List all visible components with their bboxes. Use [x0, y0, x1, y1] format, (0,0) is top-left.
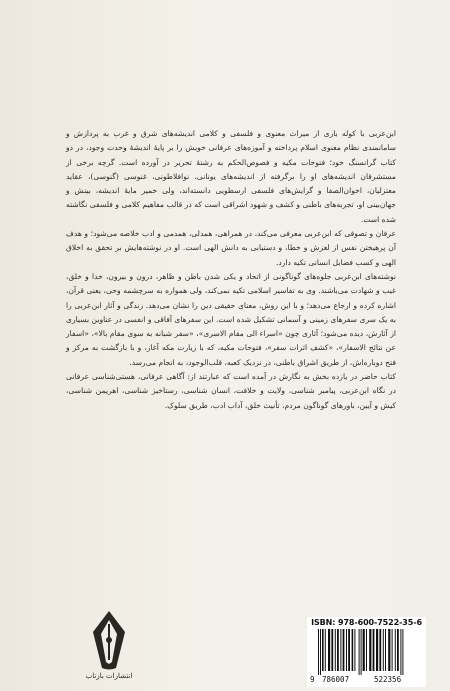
- barcode-bar: [385, 629, 386, 671]
- barcode-bar: [376, 629, 378, 671]
- publisher-name: انتشارات بازتاب: [85, 672, 133, 680]
- blurb-paragraph-1: ابن‌عربی با کوله باری از میراث معنوی و فلسفی و کلامی اندیشه‌های شرق و غرب به پردازش و سامانمندی نظام معنوی اسلام پرداخته و آموزه‌های عرفانی خویش را بر پایهٔ اندیشهٔ وحدت وجود، در دو کتاب گرانسنگ خود؛ فتوحات مکیه و فصوص‌الحکم به رشتهٔ تحریر در آورده است. گرچه برخی از مستشرقان اندیشه‌های او را برگرفته از اندیشه‌های یونانی، نوافلاطونی، غنوسی (گنوسی)، عقاید معتزلیان، اخوان‌الصفا و گرایش‌های فلسفی ارسطویی دانسته‌اند، ولی خمیر مایهٔ اندیشه، بینش و جهان‌بینی او، تجربه‌های باطنی و کشف و شهود اشراقی است که در قالب مفاهیم کلامی و فلسفی نگاشته شده است.: [66, 129, 396, 224]
- barcode-bar: [325, 629, 326, 671]
- barcode-bar: [373, 629, 375, 671]
- barcode-bar: [318, 629, 319, 675]
- barcode-bar: [352, 629, 354, 671]
- barcode-bar: [379, 629, 381, 671]
- barcode-panel: [307, 617, 426, 687]
- barcode-digits: [307, 675, 426, 686]
- barcode-icon: [310, 629, 423, 675]
- barcode-bar: [343, 629, 345, 671]
- barcode-bar: [397, 629, 399, 671]
- barcode-bar: [346, 629, 347, 671]
- barcode-bar: [366, 629, 367, 671]
- barcode-bar: [395, 629, 396, 671]
- barcode-bar: [359, 629, 360, 675]
- barcode-bar: [328, 629, 330, 671]
- barcode-bar: [331, 629, 333, 671]
- barcode-first-digit: 9: [310, 675, 315, 684]
- barcode-bar: [383, 629, 384, 671]
- blurb-paragraph-2: عرفان و تصوفی که ابن‌عربی معرفی می‌کند، در همراهی، همدلی، همدمی و ادب خلاصه می‌شود؛ و هدف آن پرهیختن نفس از لغزش و خطا، و دستیابی به دانش الهی است. او در نوشته‌هایش بر تحقق به اخلاق الهی و کسب فضایل انسانی تکیه دارد.: [66, 229, 396, 267]
- blurb-paragraph-4: کتاب حاضر در یازده بخش به نگارش در آمده است که عبارتند از: آگاهی عرفانی، هستی‌شناسی عرفانی در نگاه ابن‌عربی، پیامبر شناسی، ولایت و خلافت، انسان شناسی، رستاخیز شناسی، اهریمن شناسی، کیش و آیین، باورهای گوناگون مردم، تأنیث خلق، آداب ادب، طریق سلوک.: [66, 372, 396, 410]
- barcode-bar: [354, 629, 355, 671]
- barcode-bar: [369, 629, 371, 671]
- isbn-label: ISBN: 978-600-7522-35-6: [311, 618, 422, 627]
- barcode-left-digits: 786007: [322, 675, 350, 684]
- barcode-bar: [400, 629, 401, 675]
- barcode-bar: [388, 629, 390, 671]
- barcode-bar: [348, 629, 350, 671]
- barcode-bar: [363, 629, 365, 671]
- barcode-bar: [361, 629, 362, 675]
- blurb-paragraph-3: نوشته‌های ابن‌عربی جلوه‌های گوناگونی از اتحاد و یکی شدن باطن و ظاهر، درون و بیرون، خدا و خلق، غیب و شهادت می‌باشند. وی به تفاسیر اسلامی تکیه نمی‌کند، ولی همواره به سرچشمه وحی، یعنی قرآن، اشاره کرده و ارجاع می‌دهد؛ و با این روش، معنای حقیقی دین را نشان می‌دهد. زندگی و آثار ابن‌عربی را به یک سری سفرهای زمینی و آسمانی تشکیل شده است. این سفرهای آفاقی و انفسی در عناوین بسیاری از آثارش، دیده می‌شود؛ آثاری چون «اسراء الی مقام الاسری»، «سفر شبانه به سوی مقام بالا»، «اسفار عن نتائج الاسفار»، «کشف اثرات سفر»، فتوحات مکیه، که با زیارت مکه آغاز، و با بازگشت به مرکز و فتح دوباره‌اش، از طریق اشراق باطنی، در نزدیک کعبه، قلب‌الوجود، به انجام می‌رسد.: [66, 271, 396, 367]
- barcode-bar: [402, 629, 403, 675]
- barcode-bar: [320, 629, 321, 675]
- barcode-bar: [340, 629, 341, 671]
- barcode-bar: [337, 629, 339, 671]
- blurb-text: [66, 127, 396, 413]
- barcode-bar: [322, 629, 324, 671]
- barcode-right-digits: 522356: [374, 675, 402, 684]
- barcode-bar: [392, 629, 393, 671]
- barcode-bar: [335, 629, 336, 671]
